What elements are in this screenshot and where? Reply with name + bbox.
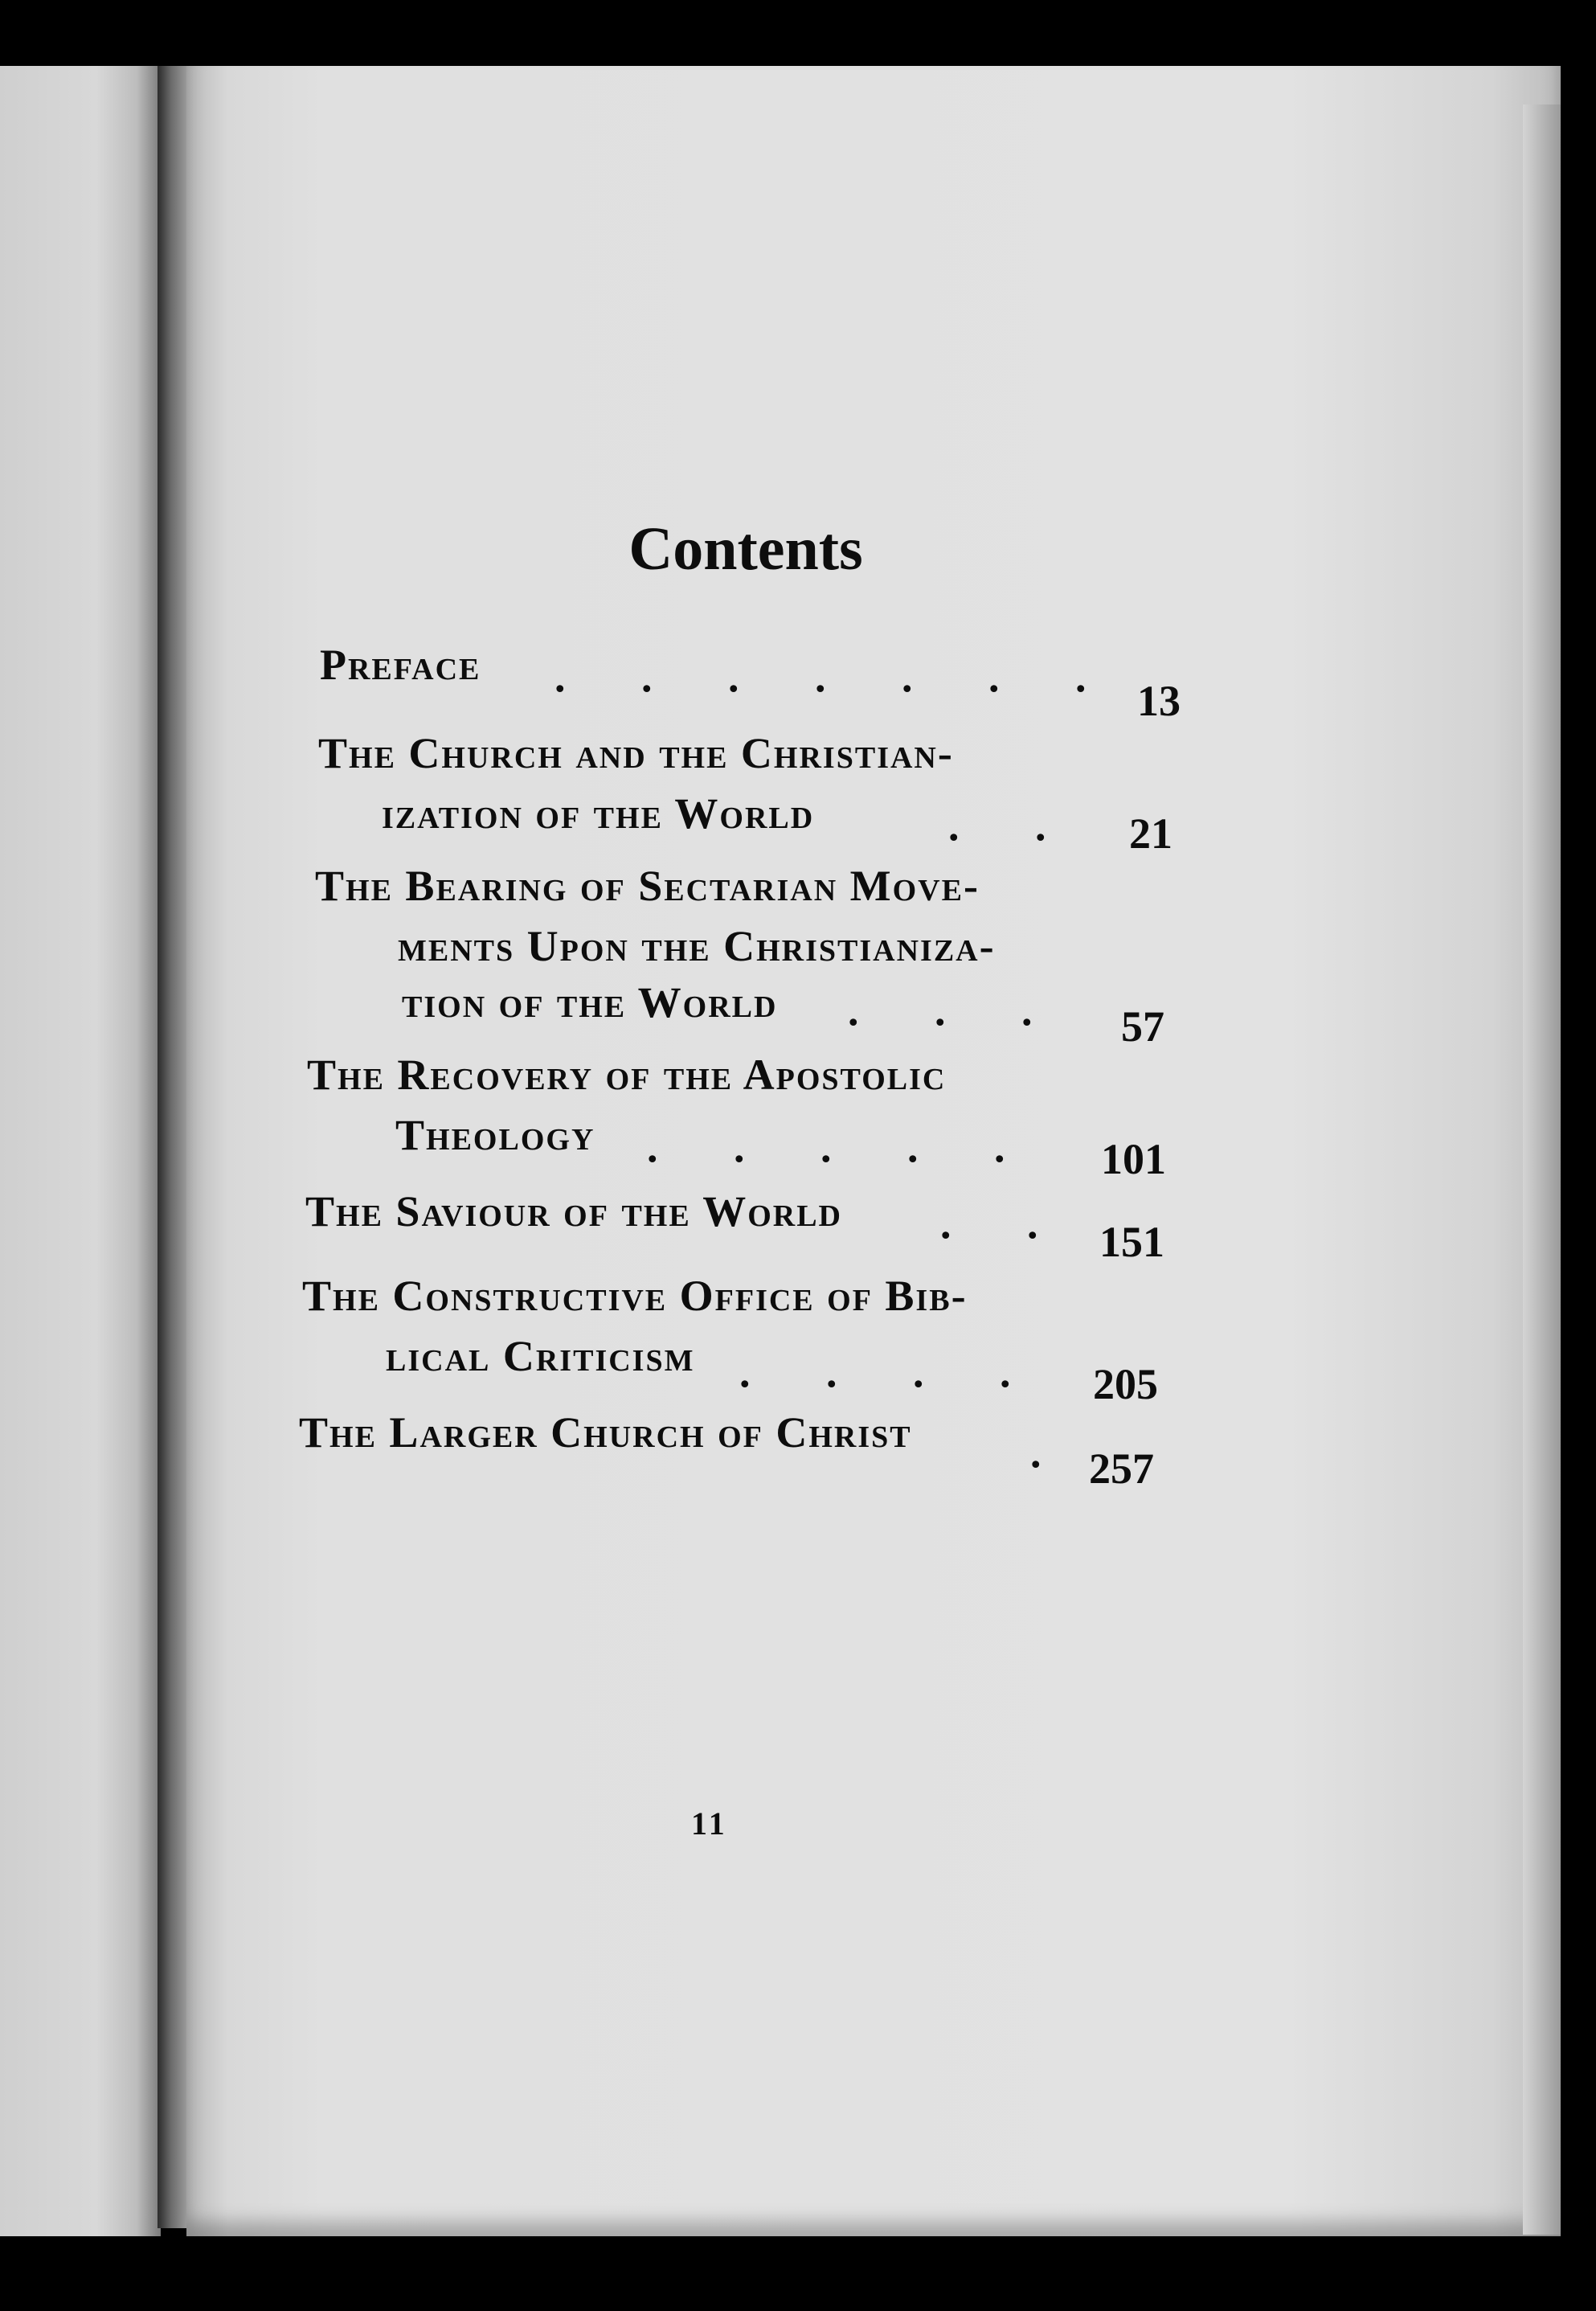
toc-entry-3-line-1: The Bearing of Sectarian Move-	[315, 862, 980, 910]
toc-entry-3-page: 57	[1121, 1002, 1164, 1051]
page-number: 11	[691, 1805, 728, 1842]
toc-entry-4-line-1: The Recovery of the Apostolic	[307, 1051, 947, 1099]
toc-entry-1-line-1: Preface	[320, 641, 481, 689]
toc-entry-4-line-2: Theology	[395, 1111, 595, 1159]
toc-entry-7-line-1: The Larger Church of Christ	[299, 1408, 912, 1457]
title-text: Contents	[628, 515, 863, 583]
toc-entry-4-page: 101	[1101, 1135, 1166, 1183]
toc-entry-7-page: 257	[1089, 1444, 1154, 1493]
toc-entry-2-line-2: ization of the World	[382, 789, 815, 838]
toc-entry-6-line-2: lical Criticism	[386, 1332, 695, 1380]
toc-entry-3-line-3: tion of the World	[402, 978, 778, 1026]
toc-entry-1-leader: . . . . . . .	[555, 653, 1087, 701]
toc-entry-4-leader: . . . . .	[647, 1123, 1005, 1171]
page-title	[0, 514, 1596, 584]
toc-entry-6-line-1: The Constructive Office of Bib-	[302, 1272, 968, 1320]
toc-entry-5-line-1: The Saviour of the World	[305, 1187, 843, 1235]
toc-entry-7-leader: .	[1030, 1428, 1041, 1477]
toc-entry-2-page: 21	[1129, 809, 1172, 858]
toc-entry-3-line-2: ments Upon the Christianiza-	[398, 922, 996, 970]
toc-entry-6-page: 205	[1093, 1360, 1158, 1408]
toc-entry-5-page: 151	[1099, 1218, 1164, 1266]
toc-entry-3-leader: . . .	[848, 986, 1033, 1035]
toc-entry-2-leader: . .	[948, 801, 1046, 850]
toc-entry-6-leader: . . . .	[739, 1348, 1011, 1396]
facing-page	[0, 66, 161, 2236]
toc-entry-5-leader: . .	[940, 1199, 1038, 1248]
toc-entry-1-page: 13	[1137, 677, 1181, 725]
toc-entry-2-line-1: The Church and the Christian-	[318, 729, 954, 777]
page-edge	[1523, 104, 1561, 2235]
